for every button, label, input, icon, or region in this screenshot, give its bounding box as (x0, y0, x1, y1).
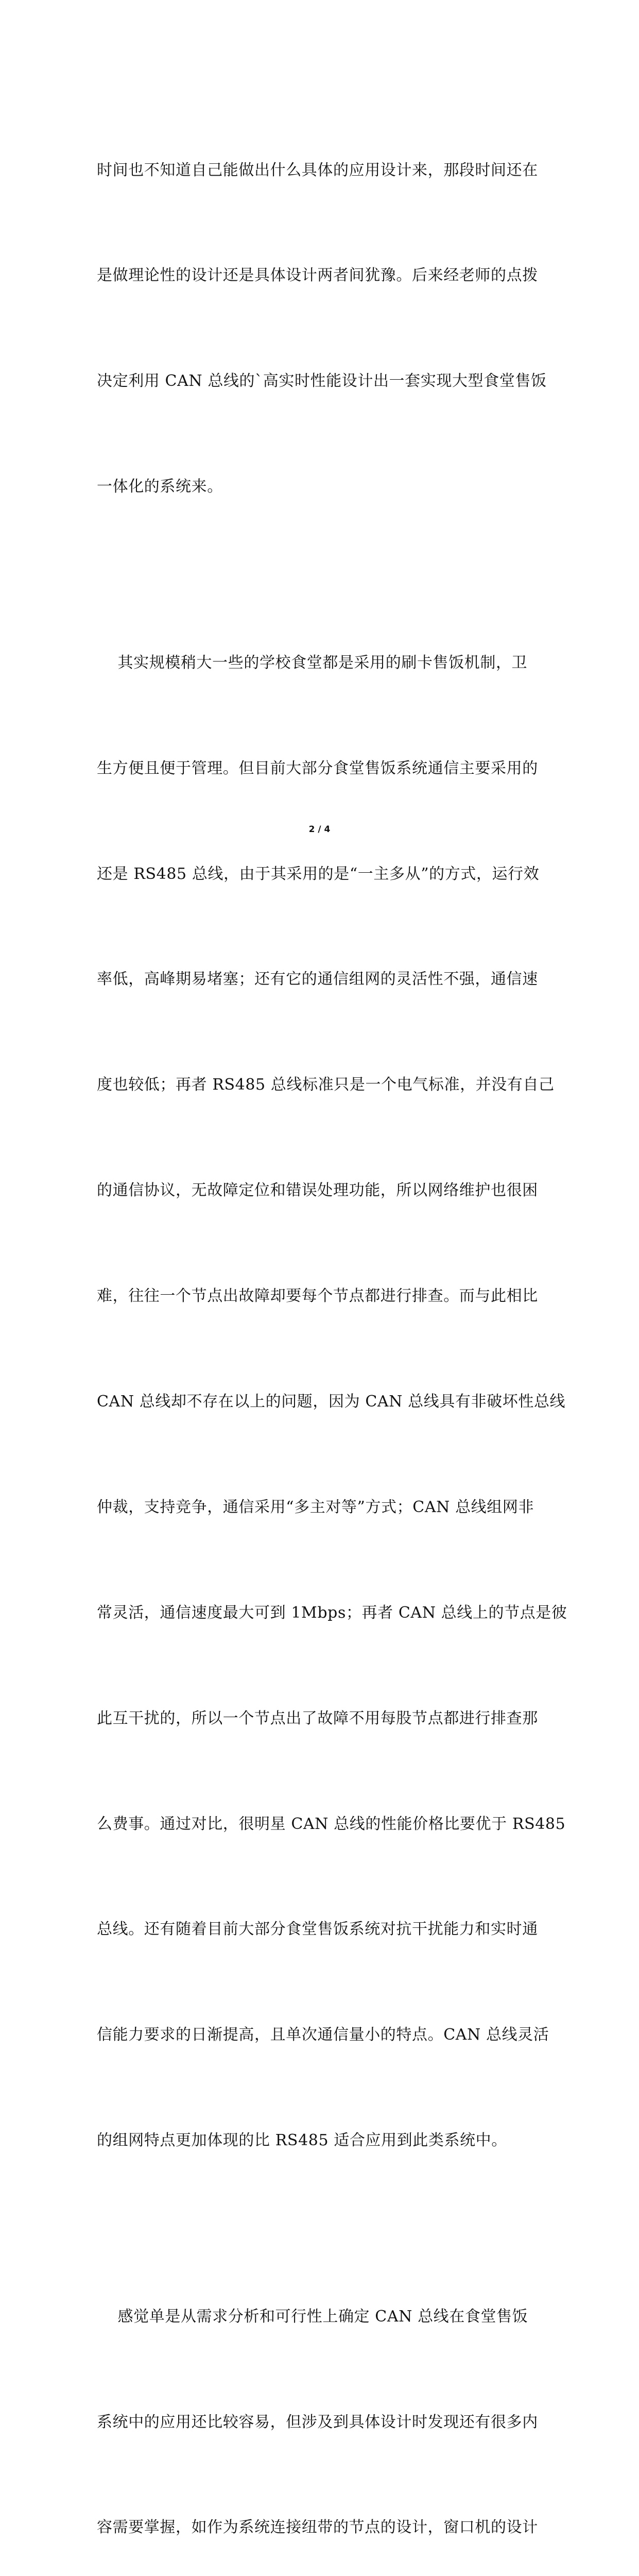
text-line: 时间也不知道自己能做出什么具体的应用设计来，那段时间还在 (97, 161, 538, 179)
text-line: 的通信协议，无故障定位和错误处理功能，所以网络维护也很困 (97, 1181, 538, 1200)
text-line: 决定利用 CAN 总线的`高实时性能设计出一套实现大型食堂售饭 (97, 372, 547, 391)
text-line: 信能力要求的日渐提高，且单次通信量小的特点。CAN 总线灵活 (97, 2026, 549, 2044)
text-line: 一体化的系统来。 (97, 478, 223, 496)
text-line: 系统中的应用还比较容易，但涉及到具体设计时发现还有很多内 (97, 2413, 538, 2431)
paragraph-2 (97, 575, 567, 2229)
paragraph-1 (97, 82, 545, 575)
text-line: 率低，高峰期易堵塞；还有它的通信组网的灵活性不强，通信速 (97, 970, 538, 989)
text-line: 感觉单是从需求分析和可行性上确定 CAN 总线在食堂售饭 (97, 2307, 528, 2326)
paragraph-3 (97, 2229, 545, 2576)
text-line: 是做理论性的设计还是具体设计两者间犹豫。后来经老师的点拨 (97, 266, 538, 285)
text-line: 难，往往一个节点出故障却要每个节点都进行排查。而与此相比 (97, 1287, 538, 1306)
text-line: 还是 RS485 总线，由于其采用的是“一主多从”的方式，运行效 (97, 865, 540, 883)
text-line: 总线。还有随着目前大部分食堂售饭系统对抗干扰能力和实时通 (97, 1920, 538, 1939)
text-line: 么费事。通过对比，很明星 CAN 总线的性能价格比要优于 RS485 (97, 1815, 566, 1833)
document-body (97, 82, 567, 2576)
text-line: 生方便且便于管理。但目前大部分食堂售饭系统通信主要采用的 (97, 759, 538, 777)
text-line: 度也较低；再者 RS485 总线标准只是一个电气标准，并没有自己 (97, 1076, 555, 1094)
text-line: 仲裁，支持竞争，通信采用“多主对等”方式；CAN 总线组网非 (97, 1498, 534, 1516)
text-line: 容需要掌握，如作为系统连接纽带的节点的设计，窗口机的设计 (97, 2518, 538, 2537)
text-line: CAN 总线却不存在以上的问题，因为 CAN 总线具有非破坏性总线 (97, 1392, 566, 1411)
text-line: 此互干扰的，所以一个节点出了故障不用每股节点都进行排查那 (97, 1709, 538, 1727)
text-line: 其实规模稍大一些的学校食堂都是采用的刷卡售饭机制，卫 (97, 653, 528, 672)
page-number: 2 / 4 (308, 824, 331, 835)
text-line: 的组网特点更加体现的比 RS485 适合应用到此类系统中。 (97, 2131, 507, 2150)
text-line: 常灵活，通信速度最大可到 1Mbps；再者 CAN 总线上的节点是彼 (97, 1603, 567, 1622)
